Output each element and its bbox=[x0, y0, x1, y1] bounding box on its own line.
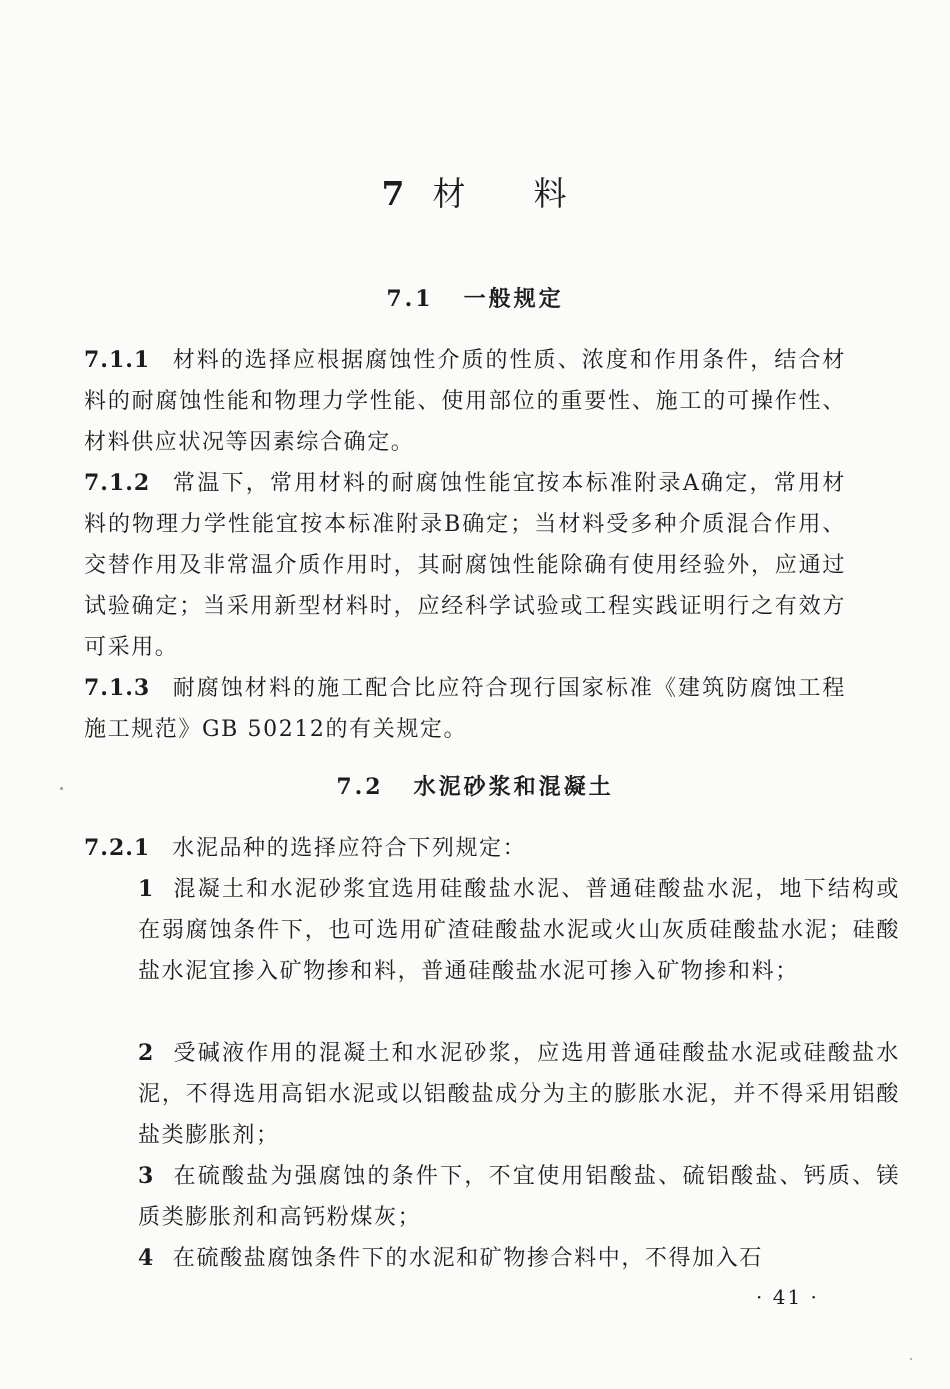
item-number: 3 bbox=[138, 1163, 155, 1189]
item-text: 在硫酸盐为强腐蚀的条件下，不宜使用铝酸盐、硫铝酸盐、钙质、镁质类膨胀剂和高钙粉煤灰； bbox=[138, 1164, 900, 1230]
clause-7-2-1 bbox=[84, 828, 846, 869]
clause-number: 7.1.1 bbox=[84, 347, 151, 373]
list-item-4 bbox=[84, 1238, 900, 1279]
item-number: 1 bbox=[138, 876, 155, 902]
item-text: 混凝土和水泥砂浆宜选用硅酸盐水泥、普通硅酸盐水泥，地下结构或在弱腐蚀条件下，也可选用矿渣硅酸盐水泥或火山灰质硅酸盐水泥；硅酸盐水泥宜掺入矿物掺和料，普通硅酸盐水泥可掺入矿物掺和料； bbox=[138, 877, 900, 984]
section-number: 7.2 bbox=[336, 774, 384, 800]
item-text: 在硫酸盐腐蚀条件下的水泥和矿物掺合料中，不得加入石 bbox=[172, 1246, 763, 1271]
clause-text: 材料的选择应根据腐蚀性介质的性质、浓度和作用条件，结合材料的耐腐蚀性能和物理力学性能、使用部位的重要性、施工的可操作性、材料供应状况等因素综合确定。 bbox=[84, 348, 846, 455]
clause-text: 常温下，常用材料的耐腐蚀性能宜按本标准附录A确定，常用材料的物理力学性能宜按本标准附录B确定；当材料受多种介质混合作用、交替作用及非常温介质作用时，其耐腐蚀性能除确有使用经验外，应通过试验确定；当采用新型材料时，应经科学试验或工程实践证明行之有效方可采用。 bbox=[84, 471, 846, 660]
clause-number: 7.2.1 bbox=[84, 835, 151, 861]
item-number: 2 bbox=[138, 1040, 155, 1066]
item-text: 受碱液作用的混凝土和水泥砂浆，应选用普通硅酸盐水泥或硅酸盐水泥，不得选用高铝水泥或以铝酸盐成分为主的膨胀水泥，并不得采用铝酸盐类膨胀剂； bbox=[138, 1041, 900, 1148]
clause-7-1-1 bbox=[84, 340, 846, 463]
list-item-2 bbox=[84, 1033, 900, 1156]
clause-7-1-3 bbox=[84, 668, 846, 750]
section-heading: 一般规定 bbox=[463, 286, 564, 312]
section-number: 7.1 bbox=[386, 286, 434, 312]
page-number: · 41 · bbox=[756, 1285, 819, 1309]
scan-speck bbox=[910, 1358, 912, 1360]
item-number: 4 bbox=[138, 1245, 155, 1271]
clause-text: 耐腐蚀材料的施工配合比应符合现行国家标准《建筑防腐蚀工程施工规范》GB 50212的有关规定。 bbox=[84, 676, 846, 742]
section-title-7-1 bbox=[0, 282, 950, 313]
section-heading: 水泥砂浆和混凝土 bbox=[413, 774, 614, 800]
list-item-1 bbox=[84, 869, 900, 992]
chapter-title-char-2: 料 bbox=[533, 174, 569, 213]
chapter-title bbox=[0, 168, 950, 215]
clause-text: 水泥品种的选择应符合下列规定： bbox=[172, 836, 527, 861]
list-item-3 bbox=[84, 1156, 900, 1238]
chapter-number: 7 bbox=[381, 174, 407, 213]
scan-speck bbox=[60, 787, 63, 790]
clause-number: 7.1.3 bbox=[84, 675, 151, 701]
section-title-7-2 bbox=[0, 770, 950, 801]
clause-number: 7.1.2 bbox=[84, 470, 151, 496]
chapter-title-char-1: 材 bbox=[432, 174, 468, 213]
clause-7-1-2 bbox=[84, 463, 846, 668]
